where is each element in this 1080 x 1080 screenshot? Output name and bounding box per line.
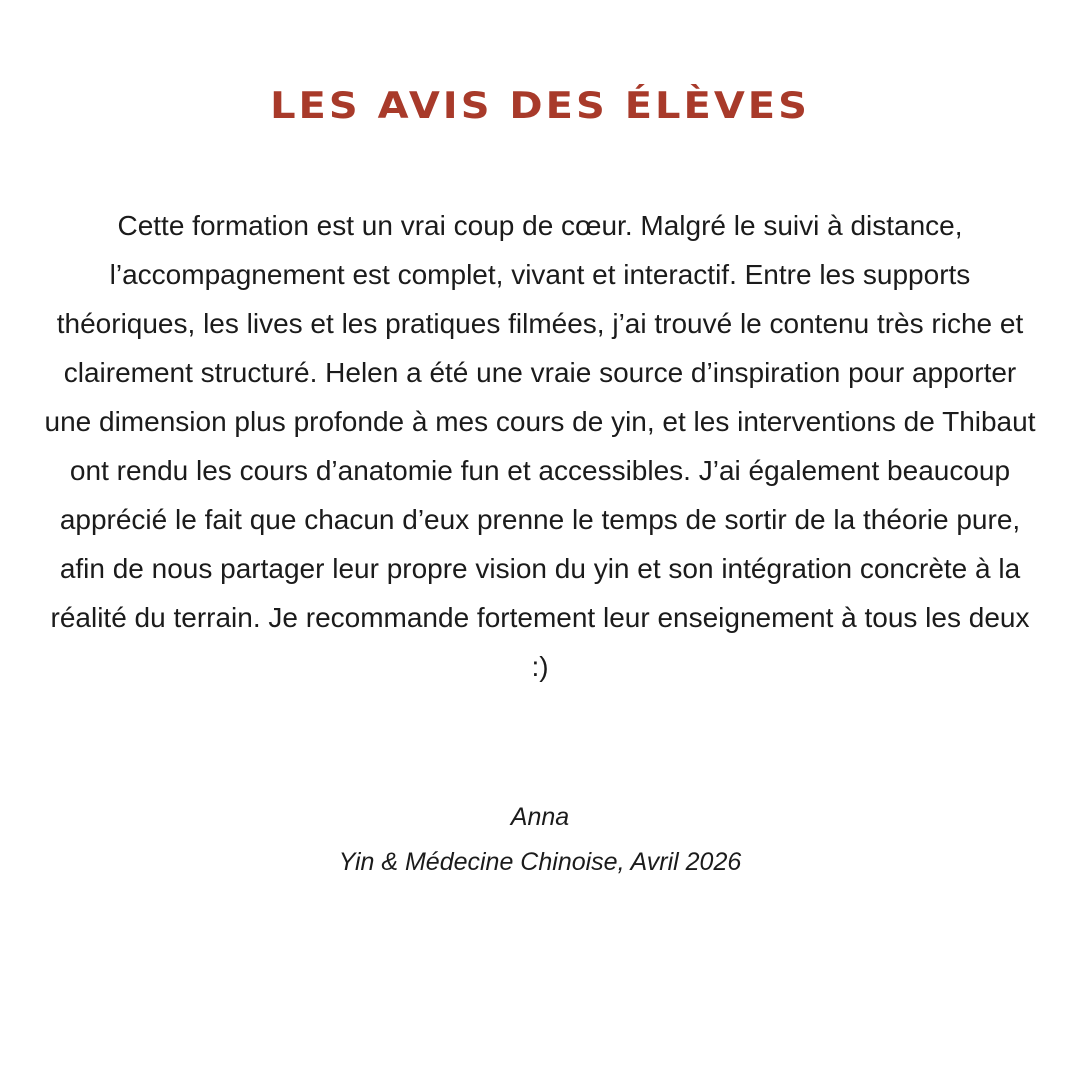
page-title: LES AVIS DES ÉLÈVES bbox=[270, 84, 810, 128]
course-info: Yin & Médecine Chinoise, Avril 2026 bbox=[338, 848, 742, 876]
testimonial-text: Cette formation est un vrai coup de cœur. Malgré le suivi à distance, l’accompagnement est complet, vivant et interactif. Entre les supports théoriques, les lives et les pratiques filmées, j’ai trouvé le contenu très riche et clairement structuré. Helen a été une vraie source d’inspiration pour apporter une dimension plus profonde à mes cours de yin, et les interventions de Thibaut ont rendu les cours d’anatomie fun et accessibles. J’ai également beaucoup apprécié le fait que chacun d’eux prenne le temps de sortir de la théorie pure, afin de nous partager leur propre vision du yin et son intégration concrète à la réalité du terrain. Je recommande fortement leur enseignement à tous les deux :) bbox=[44, 210, 1036, 682]
author-name: Anna bbox=[510, 803, 570, 831]
author-block bbox=[0, 795, 1080, 885]
